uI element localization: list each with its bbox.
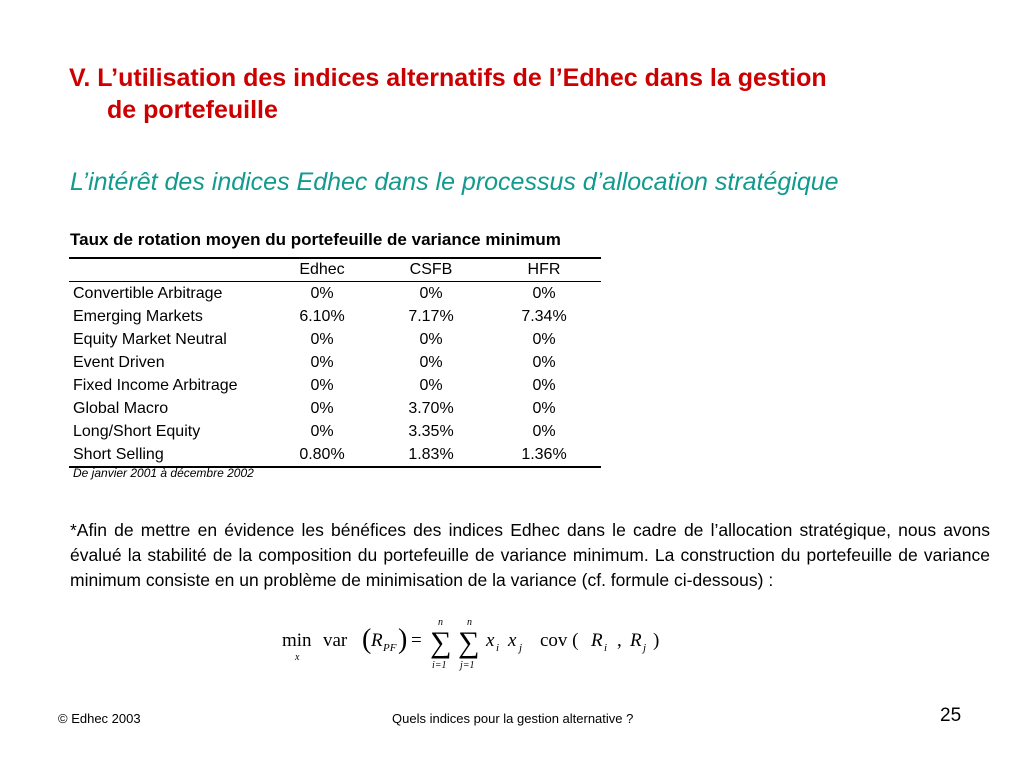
formula-var: var bbox=[323, 630, 348, 651]
formula-min: min bbox=[282, 630, 312, 651]
cell-edhec: 0% bbox=[310, 399, 334, 417]
formula-close: ) bbox=[653, 630, 660, 651]
cell-hfr: 0% bbox=[532, 376, 556, 394]
formula-sum-j: ∑ bbox=[458, 626, 480, 659]
formula-paren-close: ) bbox=[398, 624, 408, 655]
formula-min-sub: x bbox=[295, 652, 300, 663]
cell-hfr: 7.34% bbox=[521, 307, 567, 325]
header-hfr: HFR bbox=[527, 261, 561, 278]
formula-equals: = bbox=[411, 630, 422, 651]
cell-csfb: 3.35% bbox=[408, 422, 454, 440]
cell-edhec: 6.10% bbox=[299, 307, 345, 325]
cell-edhec: 0.80% bbox=[299, 445, 345, 463]
cell-edhec: 0% bbox=[310, 330, 334, 348]
cell-hfr: 0% bbox=[532, 399, 556, 417]
table-row bbox=[69, 351, 601, 374]
table-row bbox=[69, 397, 601, 420]
formula-xj-sub: j bbox=[519, 642, 523, 654]
header-empty bbox=[69, 258, 265, 282]
formula-xj: x bbox=[508, 630, 517, 651]
formula-ri: R bbox=[591, 630, 603, 651]
cell-hfr: 0% bbox=[532, 353, 556, 371]
cell-hfr: 0% bbox=[532, 422, 556, 440]
formula-rj-sub: j bbox=[643, 642, 647, 654]
cell-csfb: 0% bbox=[419, 376, 443, 394]
cell-edhec: 0% bbox=[310, 422, 334, 440]
row-label: Global Macro bbox=[73, 399, 169, 417]
table-row bbox=[69, 374, 601, 397]
row-label: Equity Market Neutral bbox=[73, 330, 227, 348]
formula-j-lower: j=1 bbox=[460, 660, 475, 671]
cell-csfb: 3.70% bbox=[408, 399, 454, 417]
cell-csfb: 1.83% bbox=[408, 445, 454, 463]
formula-pf: PF bbox=[383, 642, 397, 654]
formula-i-lower: i=1 bbox=[432, 660, 447, 671]
cell-csfb: 7.17% bbox=[408, 307, 454, 325]
footer-copyright: © Edhec 2003 bbox=[58, 711, 141, 726]
row-label: Short Selling bbox=[73, 445, 164, 463]
formula-xi-sub: i bbox=[496, 642, 500, 654]
table-row bbox=[69, 420, 601, 443]
header-csfb: CSFB bbox=[409, 261, 453, 278]
slide-title-line-1: V. L’utilisation des indices alternatifs de l’Edhec dans la gestion bbox=[69, 64, 827, 92]
cell-hfr: 1.36% bbox=[521, 445, 567, 463]
row-label: Event Driven bbox=[73, 353, 165, 371]
formula-sum-i: ∑ bbox=[430, 626, 452, 659]
row-label: Fixed Income Arbitrage bbox=[73, 376, 238, 394]
table-row bbox=[69, 443, 601, 467]
formula-cov: cov ( bbox=[540, 630, 579, 651]
cell-edhec: 0% bbox=[310, 353, 334, 371]
formula-xi: x bbox=[486, 630, 495, 651]
cell-hfr: 0% bbox=[532, 284, 556, 302]
explanatory-note: *Afin de mettre en évidence les bénéfices des indices Edhec dans le cadre de l’allocation stratégique, nous avons évalué la stabilité de la composition du portefeuille de variance minimum. La construction du portefeuille de variance minimum consiste en un problème de minimisation de la variance (cf. formule ci-dessous) : bbox=[70, 520, 990, 590]
min-variance-formula bbox=[278, 612, 678, 682]
footer-title: Quels indices pour la gestion alternative ? bbox=[392, 711, 634, 726]
formula-paren-open: ( bbox=[362, 624, 372, 655]
slide-title-line-2: de portefeuille bbox=[107, 96, 278, 124]
row-label: Emerging Markets bbox=[73, 307, 203, 325]
cell-hfr: 0% bbox=[532, 330, 556, 348]
formula-n-top-1: n bbox=[438, 617, 443, 628]
cell-csfb: 0% bbox=[419, 284, 443, 302]
formula-rj: R bbox=[630, 630, 642, 651]
formula-comma: , bbox=[617, 630, 622, 651]
cell-edhec: 0% bbox=[310, 284, 334, 302]
turnover-table bbox=[69, 257, 601, 468]
cell-csfb: 0% bbox=[419, 353, 443, 371]
header-edhec: Edhec bbox=[299, 261, 345, 278]
row-label: Long/Short Equity bbox=[73, 422, 201, 440]
slide-title bbox=[69, 62, 969, 126]
table-row bbox=[69, 328, 601, 351]
formula-r: R bbox=[371, 630, 383, 651]
table-row bbox=[69, 305, 601, 328]
formula-n-top-2: n bbox=[467, 617, 472, 628]
table-caption: Taux de rotation moyen du portefeuille de variance minimum bbox=[70, 230, 561, 249]
slide-subtitle: L’intérêt des indices Edhec dans le processus d’allocation stratégique bbox=[70, 168, 839, 196]
formula-ri-sub: i bbox=[604, 642, 608, 654]
row-label: Convertible Arbitrage bbox=[73, 284, 223, 302]
page-number: 25 bbox=[940, 705, 962, 726]
table-source-note: De janvier 2001 à décembre 2002 bbox=[73, 466, 254, 480]
table-header-row bbox=[69, 258, 601, 282]
table-row bbox=[69, 282, 601, 306]
cell-csfb: 0% bbox=[419, 330, 443, 348]
cell-edhec: 0% bbox=[310, 376, 334, 394]
